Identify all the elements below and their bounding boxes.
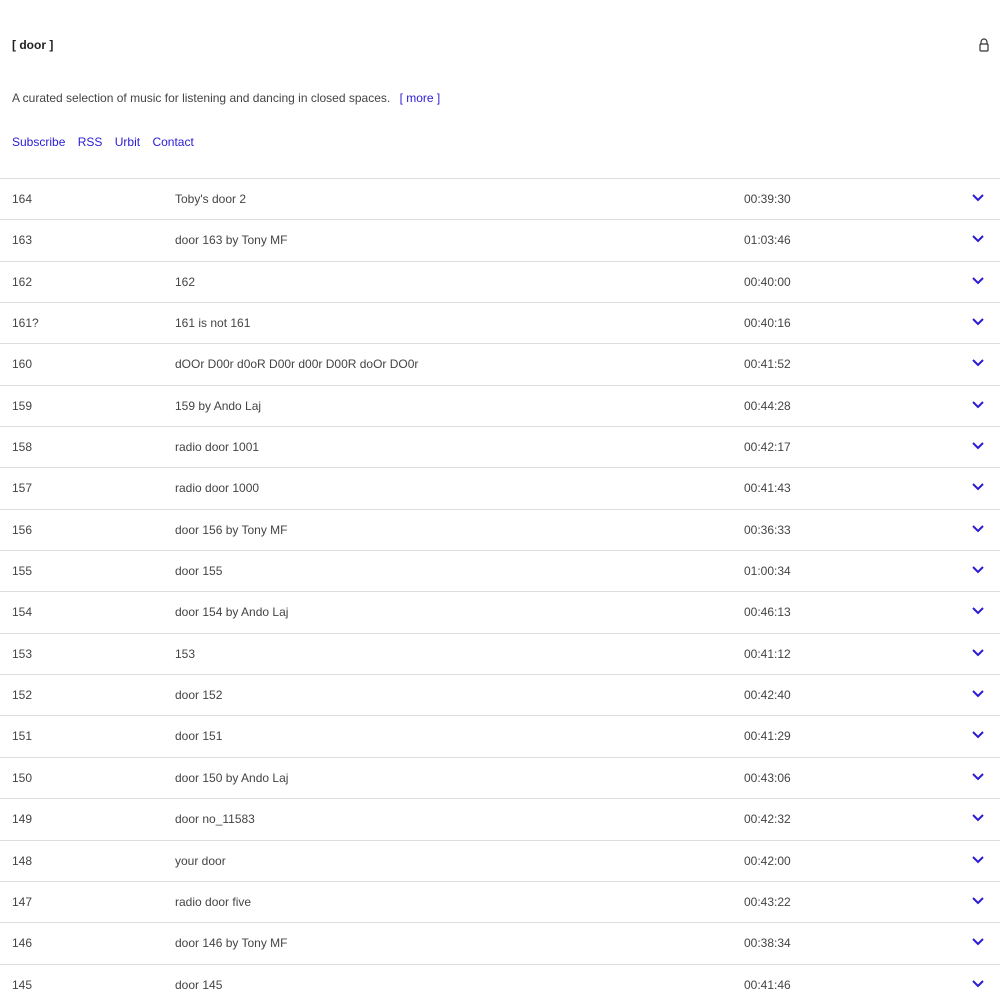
nav-links xyxy=(12,135,203,149)
episode-duration: 00:41:43 xyxy=(744,481,791,496)
episode-title: radio door five xyxy=(175,894,252,909)
episode-number: 159 xyxy=(12,398,33,413)
chevron-down-icon[interactable] xyxy=(971,606,985,616)
episode-row[interactable] xyxy=(0,261,1000,302)
episode-number: 163 xyxy=(12,233,33,248)
episode-title: radio door 1001 xyxy=(175,440,260,455)
episode-title: door 152 xyxy=(175,688,223,703)
episode-title: door no_11583 xyxy=(175,812,255,827)
episode-list xyxy=(0,178,1000,1000)
episode-number: 149 xyxy=(12,812,33,827)
chevron-down-icon[interactable] xyxy=(971,772,985,782)
episode-title: 161 is not 161 xyxy=(175,316,251,331)
rss-link[interactable]: RSS xyxy=(77,135,103,149)
urbit-link[interactable]: Urbit xyxy=(114,135,141,149)
episode-duration: 00:41:12 xyxy=(744,646,791,661)
site-title: [ door ] xyxy=(12,38,54,52)
chevron-down-icon[interactable] xyxy=(971,855,985,865)
episode-row[interactable] xyxy=(0,798,1000,839)
episode-row[interactable] xyxy=(0,178,1000,219)
episode-duration: 00:44:28 xyxy=(744,398,791,413)
header xyxy=(0,0,1000,90)
chevron-down-icon[interactable] xyxy=(971,689,985,699)
chevron-down-icon[interactable] xyxy=(971,937,985,947)
episode-number: 151 xyxy=(12,729,33,744)
episode-row[interactable] xyxy=(0,343,1000,384)
episode-duration: 00:40:00 xyxy=(744,274,791,289)
episode-number: 146 xyxy=(12,936,33,951)
episode-row[interactable] xyxy=(0,840,1000,881)
contact-link[interactable]: Contact xyxy=(152,135,194,149)
chevron-down-icon[interactable] xyxy=(971,358,985,368)
tagline: A curated selection of music for listening and dancing in closed spaces. xyxy=(12,91,391,105)
episode-number: 160 xyxy=(12,357,33,372)
subscribe-link[interactable]: Subscribe xyxy=(12,135,66,149)
episode-number: 153 xyxy=(12,646,33,661)
chevron-down-icon[interactable] xyxy=(971,276,985,286)
episode-row[interactable] xyxy=(0,964,1000,1000)
episode-title: 153 xyxy=(175,646,196,661)
episode-title: door 145 xyxy=(175,977,223,992)
chevron-down-icon[interactable] xyxy=(971,482,985,492)
episode-title: door 163 by Tony MF xyxy=(175,233,288,248)
episode-row[interactable] xyxy=(0,550,1000,591)
chevron-down-icon[interactable] xyxy=(971,317,985,327)
episode-title: dOOr D00r d0oR D00r d00r D00R doOr DO0r xyxy=(175,357,419,372)
episode-row[interactable] xyxy=(0,881,1000,922)
episode-duration: 00:42:32 xyxy=(744,812,791,827)
episode-duration: 00:40:16 xyxy=(744,316,791,331)
lock-icon[interactable] xyxy=(978,38,990,52)
chevron-down-icon[interactable] xyxy=(971,193,985,203)
episode-title: door 155 xyxy=(175,564,223,579)
chevron-down-icon[interactable] xyxy=(971,648,985,658)
episode-row[interactable] xyxy=(0,385,1000,426)
episode-title: door 156 by Tony MF xyxy=(175,522,288,537)
episode-row[interactable] xyxy=(0,509,1000,550)
episode-number: 152 xyxy=(12,688,33,703)
chevron-down-icon[interactable] xyxy=(971,896,985,906)
episode-number: 150 xyxy=(12,770,33,785)
episode-duration: 00:41:52 xyxy=(744,357,791,372)
episode-number: 157 xyxy=(12,481,33,496)
episode-row[interactable] xyxy=(0,715,1000,756)
episode-number: 162 xyxy=(12,274,33,289)
episode-row[interactable] xyxy=(0,757,1000,798)
episode-number: 154 xyxy=(12,605,33,620)
episode-row[interactable] xyxy=(0,633,1000,674)
chevron-down-icon[interactable] xyxy=(971,565,985,575)
episode-title: your door xyxy=(175,853,226,868)
episode-duration: 00:36:33 xyxy=(744,522,791,537)
episode-row[interactable] xyxy=(0,467,1000,508)
chevron-down-icon[interactable] xyxy=(971,441,985,451)
episode-number: 155 xyxy=(12,564,33,579)
episode-row[interactable] xyxy=(0,922,1000,963)
episode-number: 145 xyxy=(12,977,33,992)
episode-number: 161? xyxy=(12,316,39,331)
episode-number: 156 xyxy=(12,522,33,537)
chevron-down-icon[interactable] xyxy=(971,979,985,989)
tagline-row xyxy=(12,91,440,105)
chevron-down-icon[interactable] xyxy=(971,730,985,740)
episode-title: Toby's door 2 xyxy=(175,192,246,206)
episode-row[interactable] xyxy=(0,302,1000,343)
episode-number: 158 xyxy=(12,440,33,455)
episode-title: door 150 by Ando Laj xyxy=(175,770,289,785)
chevron-down-icon[interactable] xyxy=(971,813,985,823)
episode-duration: 00:42:40 xyxy=(744,688,791,703)
episode-row[interactable] xyxy=(0,426,1000,467)
episode-duration: 01:03:46 xyxy=(744,233,791,248)
episode-duration: 00:39:30 xyxy=(744,192,791,206)
episode-duration: 00:41:29 xyxy=(744,729,791,744)
chevron-down-icon[interactable] xyxy=(971,234,985,244)
episode-title: door 151 xyxy=(175,729,223,744)
episode-duration: 00:43:06 xyxy=(744,770,791,785)
episode-title: door 146 by Tony MF xyxy=(175,936,288,951)
episode-number: 148 xyxy=(12,853,33,868)
episode-row[interactable] xyxy=(0,591,1000,632)
episode-duration: 00:42:17 xyxy=(744,440,791,455)
episode-row[interactable] xyxy=(0,219,1000,260)
episode-number: 164 xyxy=(12,192,33,206)
episode-duration: 00:43:22 xyxy=(744,894,791,909)
episode-duration: 00:42:00 xyxy=(744,853,791,868)
episode-duration: 00:46:13 xyxy=(744,605,791,620)
episode-title: door 154 by Ando Laj xyxy=(175,605,289,620)
episode-number: 147 xyxy=(12,894,33,909)
chevron-down-icon[interactable] xyxy=(971,400,985,410)
episode-title: 159 by Ando Laj xyxy=(175,398,262,413)
more-link[interactable]: [ more ] xyxy=(399,91,441,105)
episode-row[interactable] xyxy=(0,674,1000,715)
chevron-down-icon[interactable] xyxy=(971,524,985,534)
episode-duration: 01:00:34 xyxy=(744,564,791,579)
episode-title: 162 xyxy=(175,274,196,289)
episode-title: radio door 1000 xyxy=(175,481,260,496)
episode-duration: 00:41:46 xyxy=(744,977,791,992)
episode-duration: 00:38:34 xyxy=(744,936,791,951)
